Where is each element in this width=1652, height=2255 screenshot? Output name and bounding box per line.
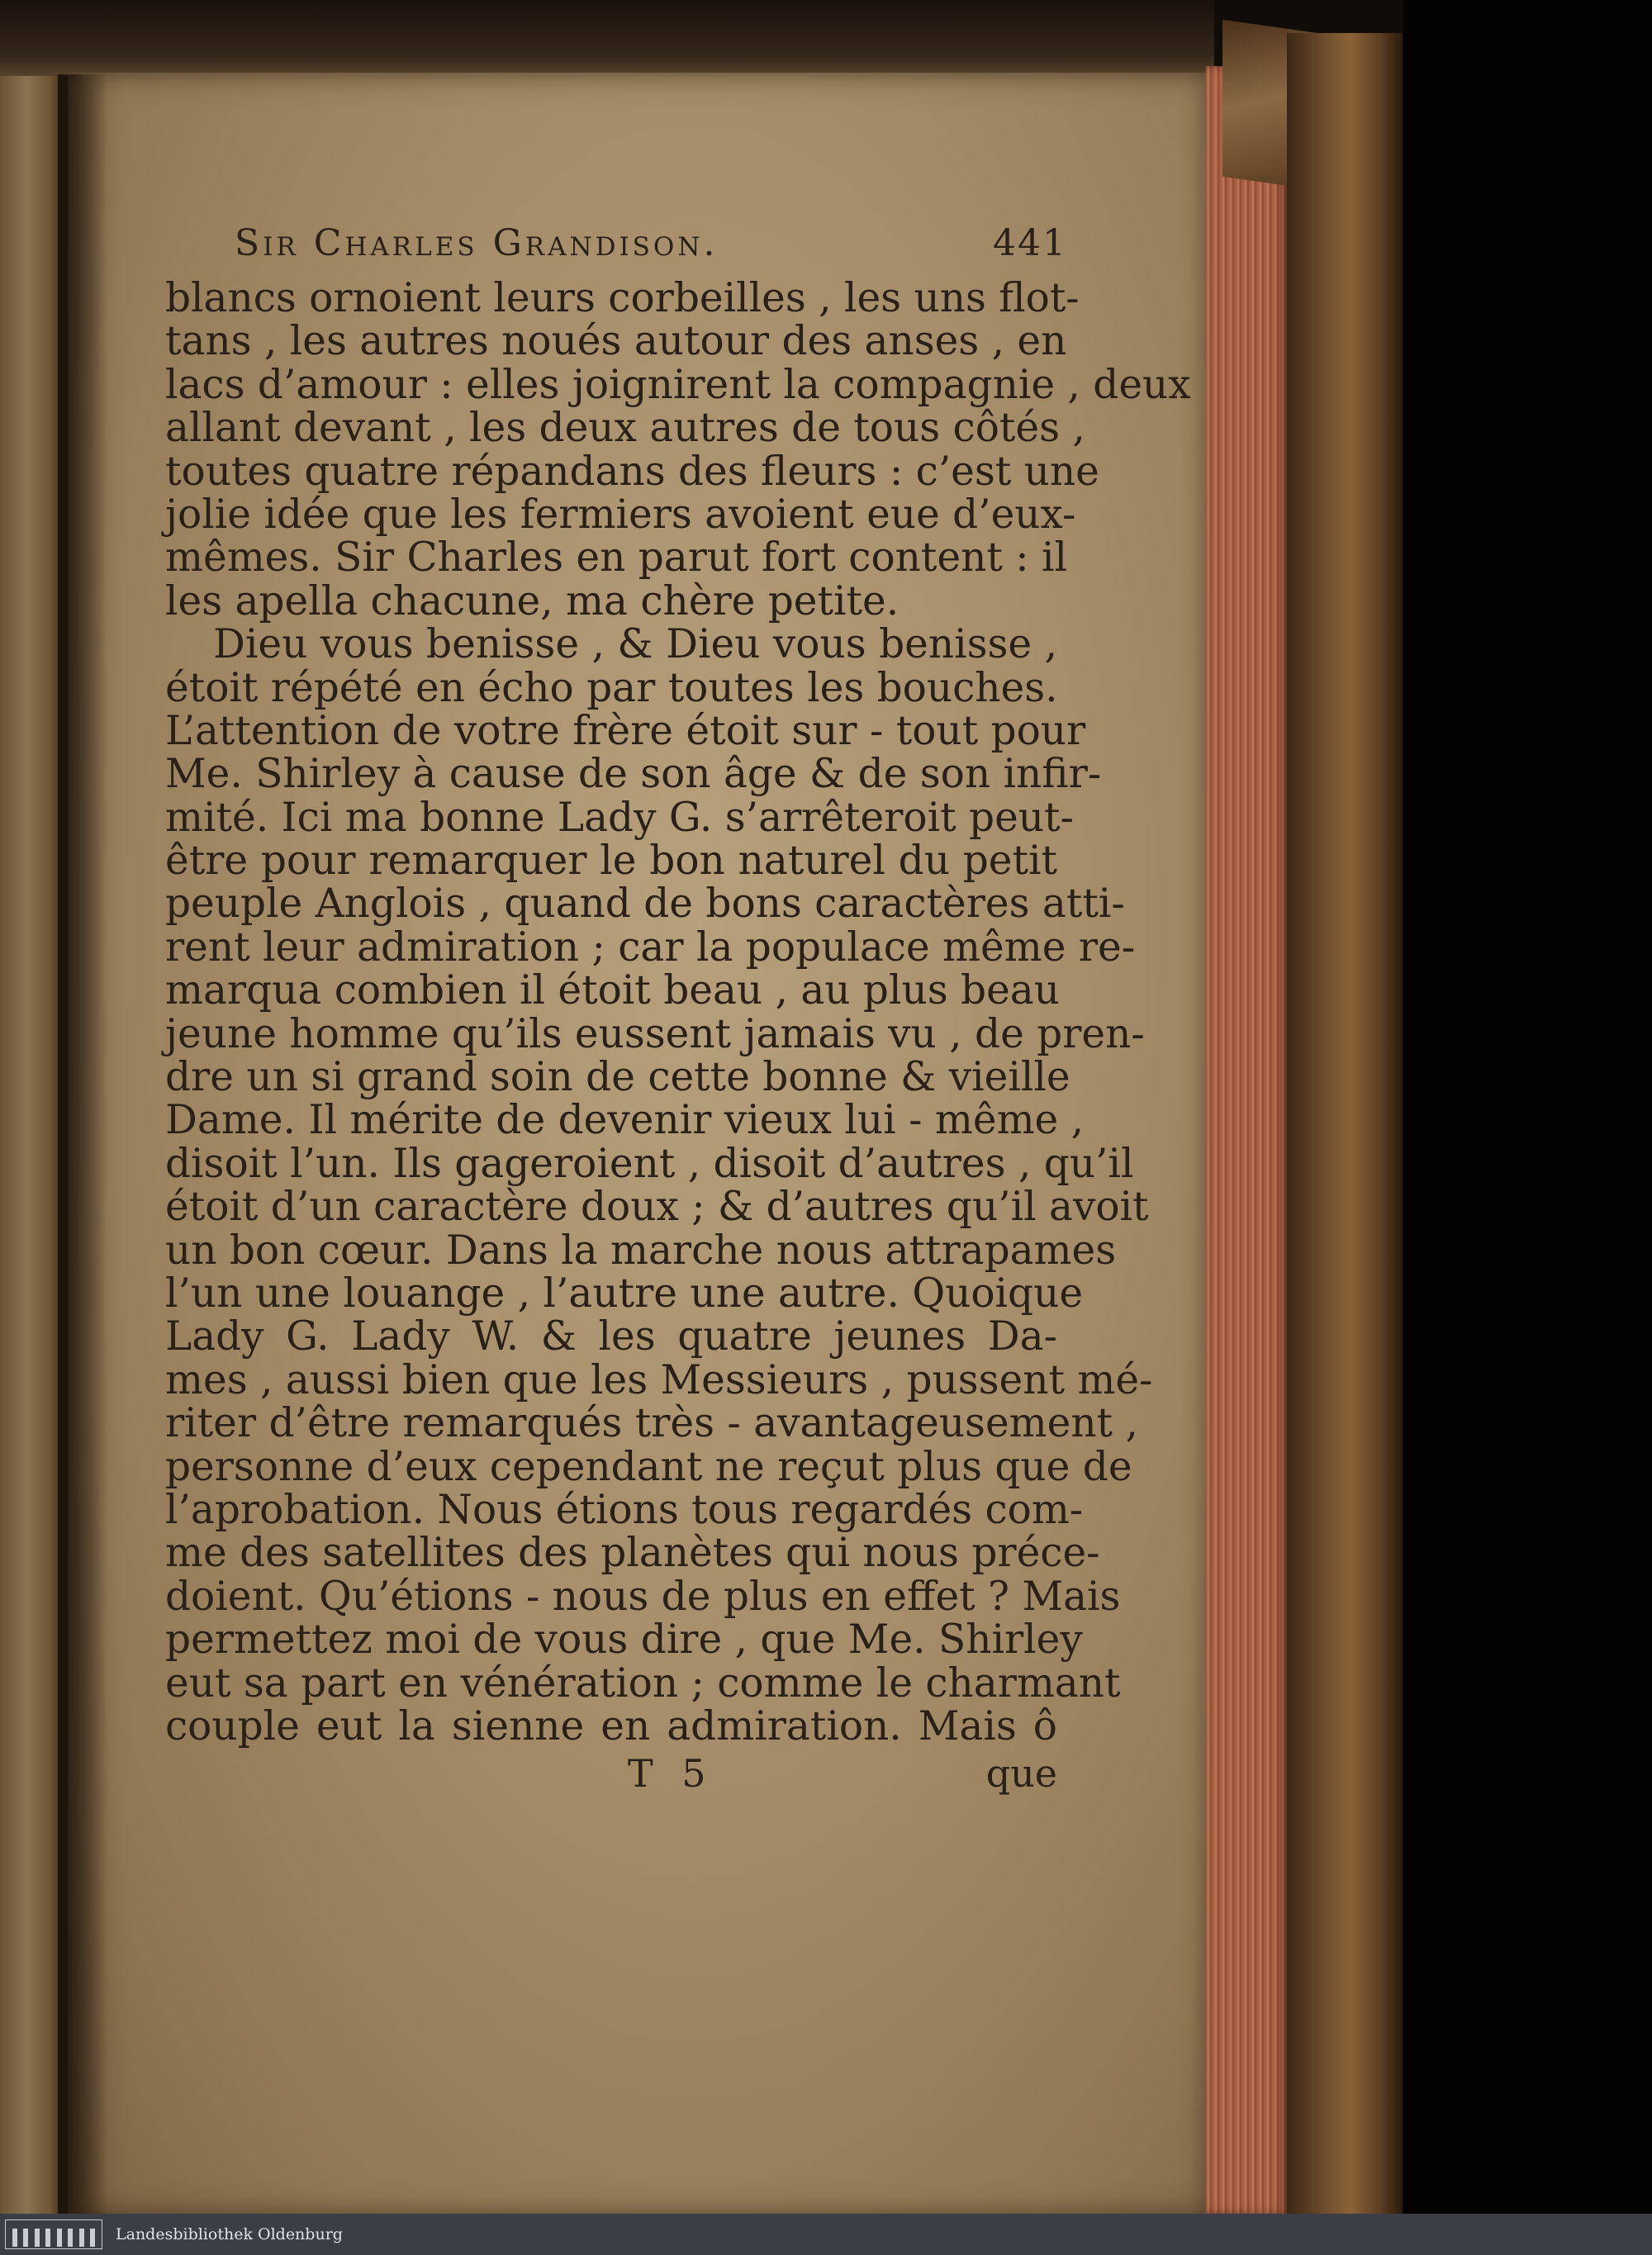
leather-cover bbox=[1287, 33, 1403, 2214]
text-line: permettez moi de vous dire , que Me. Shirley bbox=[165, 1616, 1083, 1664]
page-footer bbox=[165, 1751, 1057, 1809]
text-line: l’un une louange , l’autre une autre. Quoique bbox=[165, 1270, 1084, 1317]
running-title: Sir Charles Grandison. bbox=[235, 222, 719, 264]
text-line: étoit répété en écho par toutes les bouches. bbox=[165, 664, 1058, 711]
text-line: doient. Qu’étions - nous de plus en effet ? Mais bbox=[165, 1573, 1121, 1620]
page-number: 441 bbox=[993, 222, 1067, 264]
text-line: être pour remarquer le bon naturel du petit bbox=[165, 838, 1057, 885]
text-line: Dame. Il mérite de devenir vieux lui - même , bbox=[165, 1097, 1085, 1144]
text-line: mité. Ici ma bonne Lady G. s’arrêteroit peut- bbox=[165, 794, 1074, 841]
text-line: Me. Shirley à cause de son âge & de son infir- bbox=[165, 751, 1102, 798]
page-fore-edge bbox=[1206, 66, 1289, 2214]
text-line: un bon cœur. Dans la marche nous attrapames bbox=[165, 1227, 1117, 1274]
text-line: eut sa part en vénération ; comme le charmant bbox=[165, 1659, 1121, 1707]
scan-background bbox=[1403, 0, 1652, 2214]
text-line: l’aprobation. Nous étions tous regardés com- bbox=[165, 1486, 1084, 1533]
text-line: Lady G. Lady W. & les quatre jeunes Da- bbox=[165, 1313, 1057, 1360]
text-line: les apella chacune, ma chère petite. bbox=[165, 577, 900, 624]
text-line: disoit l’un. Ils gageroient , disoit d’autres , qu’il bbox=[165, 1140, 1134, 1187]
body-text bbox=[165, 275, 1191, 1749]
text-line: peuple Anglois , quand de bons caractères atti- bbox=[165, 881, 1125, 928]
text-line: étoit d’un caractère doux ; & d’autres qu’il avoit bbox=[165, 1184, 1149, 1231]
text-line: me des satellites des planètes qui nous préce- bbox=[165, 1530, 1100, 1577]
signature-mark: T 5 bbox=[628, 1751, 714, 1797]
text-line: jolie idée que les fermiers avoient eue d’eux- bbox=[165, 491, 1076, 538]
text-line: tans , les autres noués autour des anses , en bbox=[165, 318, 1067, 365]
text-line: toutes quatre répandans des fleurs : c’est une bbox=[165, 448, 1099, 495]
text-line: rent leur admiration ; car la populace même re- bbox=[165, 923, 1136, 971]
library-name: Landesbibliothek Oldenburg bbox=[116, 2225, 343, 2243]
text-line: lacs d’amour : elles joignirent la compagnie , deux bbox=[165, 361, 1191, 408]
book-cover-top-band bbox=[0, 0, 1214, 78]
running-head bbox=[165, 211, 1067, 277]
text-line: mêmes. Sir Charles en parut fort content : il bbox=[165, 534, 1068, 582]
catchword: que bbox=[985, 1751, 1057, 1797]
text-line: riter d’être remarqués très - avantageusement , bbox=[165, 1400, 1138, 1447]
text-line: dre un si grand soin de cette bonne & vieille bbox=[165, 1054, 1070, 1101]
text-line: allant devant , les deux autres de tous côtés , bbox=[165, 405, 1085, 452]
text-line: personne d’eux cependant ne reçut plus que de bbox=[165, 1443, 1132, 1490]
text-line: couple eut la sienne en admiration. Mais ô bbox=[165, 1702, 1057, 1749]
library-banner bbox=[0, 2214, 1652, 2255]
text-line: jeune homme qu’ils eussent jamais vu , de pren- bbox=[165, 1010, 1145, 1057]
library-building-icon bbox=[5, 2219, 102, 2249]
text-line: Dieu vous benisse , & Dieu vous benisse , bbox=[213, 621, 1057, 668]
text-line: blancs ornoient leurs corbeilles , les uns flot- bbox=[165, 275, 1080, 321]
text-line: L’attention de votre frère étoit sur - tout pour bbox=[165, 707, 1086, 754]
text-block bbox=[165, 211, 1191, 1809]
text-line: mes , aussi bien que les Messieurs , pussent mé- bbox=[165, 1356, 1153, 1403]
text-line: marqua combien il étoit beau , au plus beau bbox=[165, 967, 1060, 1014]
page-gutter-shadow bbox=[58, 74, 107, 2214]
